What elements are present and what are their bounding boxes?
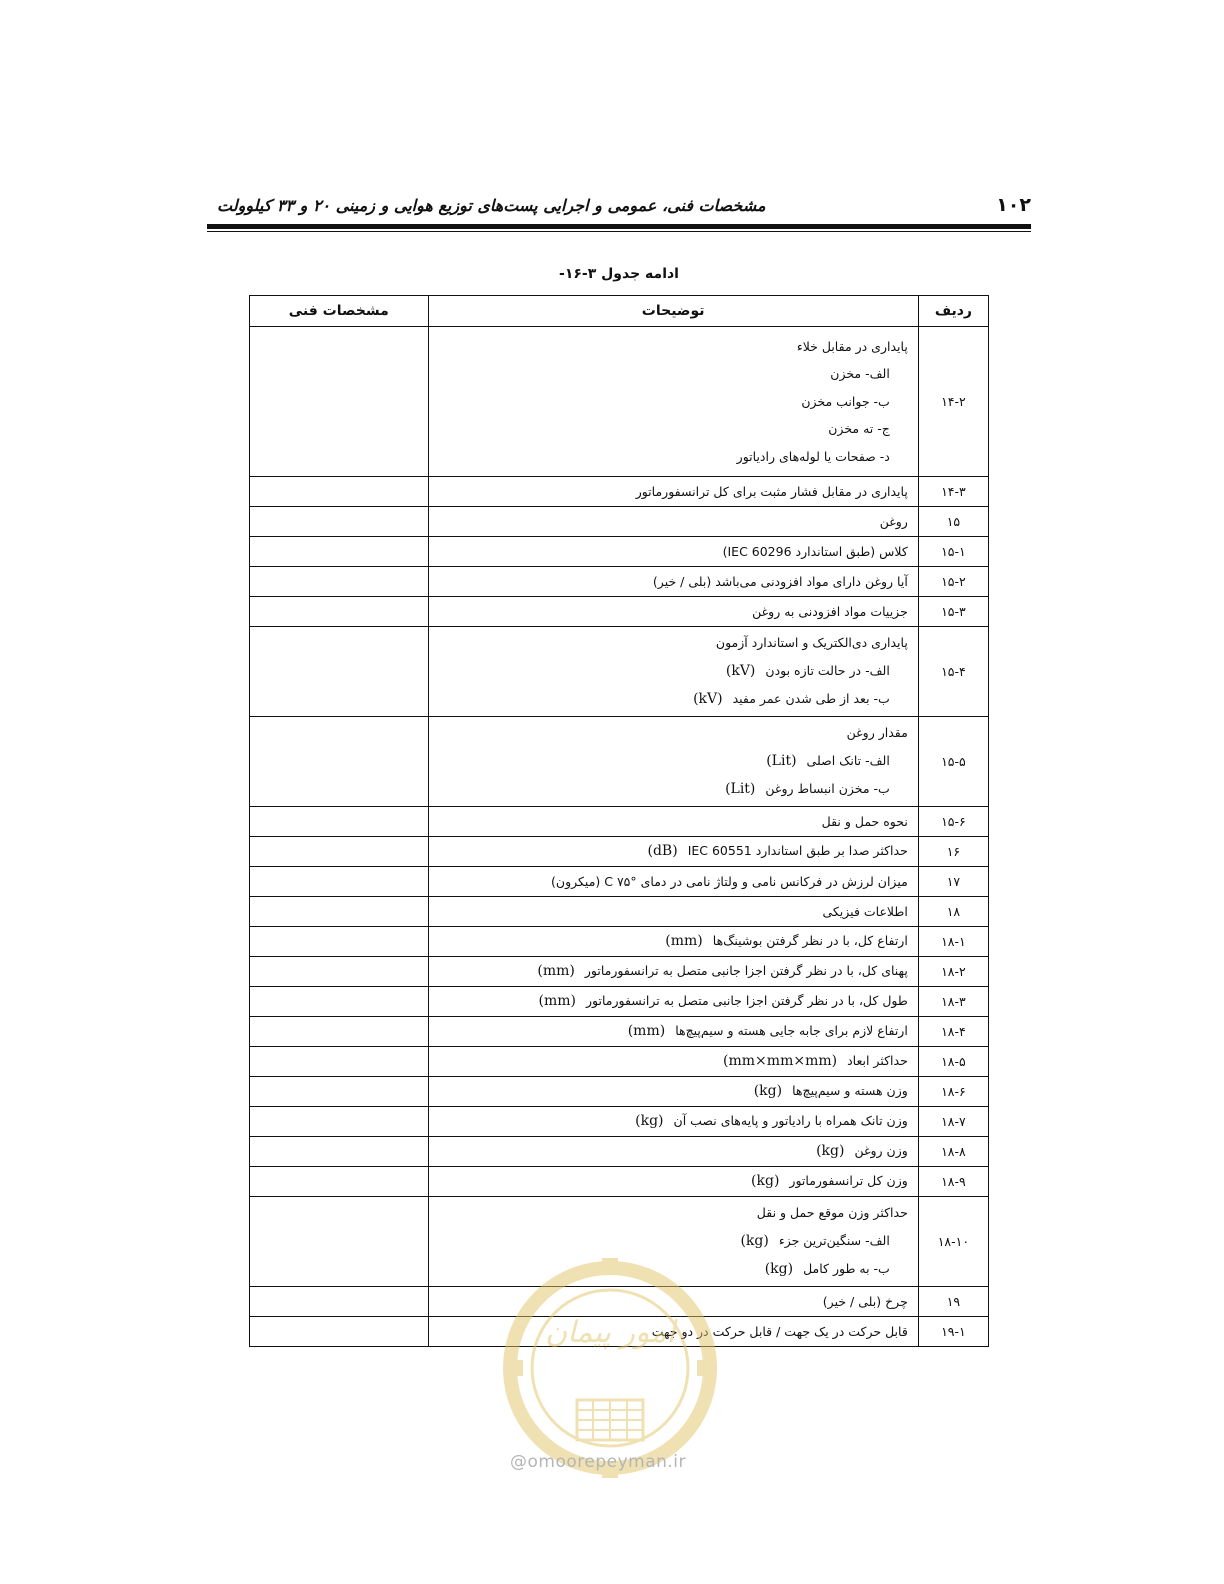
description-line — [439, 657, 908, 686]
description-line — [439, 719, 908, 747]
row-spec-value — [250, 327, 429, 477]
description-text: الف- در حالت تازه بودن — [765, 662, 890, 678]
description-text: ارتفاع لازم برای جابه جایی هسته و سیم‌پیچ‌ها — [675, 1023, 908, 1039]
row-spec-value — [250, 807, 429, 837]
description-text: جزییات مواد افزودنی به روغن — [752, 603, 908, 619]
description-line — [439, 598, 908, 626]
row-number: ۱۸-۶ — [918, 1077, 988, 1107]
row-spec-value — [250, 627, 429, 717]
description-line — [439, 1137, 908, 1166]
row-spec-value — [250, 537, 429, 567]
row-spec-value — [250, 1017, 429, 1047]
row-number: ۱۴-۳ — [918, 477, 988, 507]
description-text: روغن — [879, 513, 908, 529]
description-line — [439, 1199, 908, 1227]
page-number: ۱۰۲ — [996, 194, 1031, 216]
description-text: ب- بعد از طی شدن عمر مفید — [732, 691, 890, 707]
unit-label: (mm) — [627, 1023, 666, 1040]
row-number: ۱۵ — [918, 507, 988, 537]
description-line — [439, 1167, 908, 1196]
row-description — [428, 627, 918, 717]
row-description — [428, 1137, 918, 1167]
table-row — [250, 987, 989, 1017]
description-text: الف- تانک اصلی — [806, 752, 890, 768]
description-text: مقدار روغن — [846, 725, 908, 741]
row-description — [428, 867, 918, 897]
unit-label: (kg) — [753, 1083, 783, 1100]
unit-label: (kg) — [764, 1261, 794, 1278]
description-text: پایداری دی‌الکتریک و استاندارد آزمون — [715, 635, 908, 651]
row-spec-value — [250, 897, 429, 927]
description-line — [439, 1017, 908, 1046]
watermark-logo-text: امور پیمان — [545, 1315, 675, 1350]
description-text: میزان لرزش در فرکانس نامی و ولتاژ نامی در دمای °C ۷۵ (میکرون) — [551, 873, 908, 889]
header-num: ردیف — [918, 296, 988, 327]
row-number: ۱۸-۸ — [918, 1137, 988, 1167]
row-number: ۱۸-۵ — [918, 1047, 988, 1077]
row-spec-value — [250, 1167, 429, 1197]
description-line — [439, 898, 908, 926]
row-spec-value — [250, 1287, 429, 1317]
row-number: ۱۸-۷ — [918, 1107, 988, 1137]
unit-label: (mm) — [537, 963, 575, 980]
description-text: الف- سنگین‌ترین جزء — [778, 1232, 890, 1248]
description-text: ج- ته مخزن — [828, 421, 890, 437]
description-line — [439, 629, 908, 657]
row-description — [428, 1167, 918, 1197]
table-row — [250, 567, 989, 597]
row-description — [428, 837, 918, 867]
row-description — [428, 1047, 918, 1077]
unit-label: (mm) — [538, 993, 576, 1010]
description-line — [439, 837, 908, 866]
row-number: ۱۵-۵ — [918, 717, 988, 807]
row-description — [428, 537, 918, 567]
description-text: حداکثر وزن موقع حمل و نقل — [756, 1205, 908, 1221]
description-text: حداکثر صدا بر طبق استاندارد IEC 60551 — [687, 843, 908, 859]
description-text: وزن تانک همراه با رادیاتور و پایه‌های نصب آن — [673, 1113, 908, 1129]
row-number: ۱۵-۳ — [918, 597, 988, 627]
header-rule-thin — [207, 231, 1031, 232]
header-spec: مشخصات فنی — [250, 296, 429, 327]
description-line — [439, 443, 908, 471]
table-row — [250, 597, 989, 627]
row-spec-value — [250, 567, 429, 597]
row-description — [428, 897, 918, 927]
description-text: قابل حرکت در یک جهت / قابل حرکت در دو جهت — [651, 1323, 908, 1339]
description-text: وزن کل ترانسفورماتور — [789, 1173, 908, 1189]
row-number: ۱۵-۴ — [918, 627, 988, 717]
unit-label: (kV) — [693, 691, 723, 708]
description-line — [439, 360, 908, 388]
unit-label: (kg) — [635, 1113, 664, 1130]
row-number: ۱۸ — [918, 897, 988, 927]
row-spec-value — [250, 1077, 429, 1107]
row-spec-value — [250, 1107, 429, 1137]
row-number: ۱۵-۱ — [918, 537, 988, 567]
table-row — [250, 957, 989, 987]
row-number: ۱۸-۲ — [918, 957, 988, 987]
header-rule-thick — [207, 224, 1031, 229]
row-number: ۱۸-۱ — [918, 927, 988, 957]
table-row — [250, 1017, 989, 1047]
description-text: طول کل، با در نظر گرفتن اجزا جانبی متصل به ترانسفورماتور — [586, 993, 908, 1009]
description-line — [439, 508, 908, 536]
unit-label: (Lit) — [725, 781, 756, 798]
row-description — [428, 957, 918, 987]
table-row — [250, 627, 989, 717]
row-description — [428, 567, 918, 597]
book-title: مشخصات فنی، عمومی و اجرایی پست‌های توزیع هوایی و زمینی ۲۰ و ۳۳ کیلوولت — [217, 196, 766, 215]
row-description — [428, 1107, 918, 1137]
table-body — [250, 327, 989, 1347]
description-text: پهنای کل، با در نظر گرفتن اجزا جانبی متصل به ترانسفورماتور — [584, 963, 908, 979]
description-line — [439, 568, 908, 596]
row-spec-value — [250, 597, 429, 627]
table-row — [250, 717, 989, 807]
row-number: ۱۷ — [918, 867, 988, 897]
row-spec-value — [250, 1317, 429, 1347]
description-line — [439, 927, 908, 956]
row-description — [428, 477, 918, 507]
table-row — [250, 927, 989, 957]
description-line — [439, 775, 908, 804]
table-row — [250, 867, 989, 897]
row-spec-value — [250, 867, 429, 897]
description-line — [439, 987, 908, 1016]
row-description — [428, 507, 918, 537]
description-text: ارتفاع کل، با در نظر گرفتن بوشینگ‌ها — [712, 933, 908, 949]
description-line — [439, 747, 908, 776]
description-text: ب- مخزن انبساط روغن — [765, 781, 890, 797]
description-line — [439, 415, 908, 443]
row-description — [428, 1077, 918, 1107]
row-description — [428, 987, 918, 1017]
description-text: ب- به طور کامل — [803, 1261, 890, 1277]
description-text: حداکثر ابعاد — [847, 1053, 908, 1069]
description-line — [439, 868, 908, 896]
table-row — [250, 1047, 989, 1077]
unit-label: (kV) — [725, 662, 756, 679]
description-text: الف- مخزن — [830, 366, 890, 382]
row-number: ۱۴-۲ — [918, 327, 988, 477]
row-number: ۱۸-۹ — [918, 1167, 988, 1197]
row-spec-value — [250, 837, 429, 867]
table-row — [250, 897, 989, 927]
table-row — [250, 1167, 989, 1197]
row-description — [428, 1017, 918, 1047]
row-description — [428, 927, 918, 957]
row-number: ۱۸-۴ — [918, 1017, 988, 1047]
description-text: وزن هسته و سیم‌پیچ‌ها — [792, 1083, 908, 1099]
unit-label: (mm) — [665, 933, 703, 950]
description-line — [439, 685, 908, 714]
description-line — [439, 333, 908, 361]
row-spec-value — [250, 1197, 429, 1287]
row-spec-value — [250, 507, 429, 537]
description-line — [439, 538, 908, 566]
table-row — [250, 1137, 989, 1167]
description-line — [439, 478, 908, 506]
table-row — [250, 327, 989, 477]
row-spec-value — [250, 1137, 429, 1167]
unit-label: (kg) — [740, 1232, 769, 1249]
row-spec-value — [250, 477, 429, 507]
description-text: اطلاعات فیزیکی — [822, 903, 908, 919]
description-line — [439, 1107, 908, 1136]
row-number: ۱۸-۳ — [918, 987, 988, 1017]
watermark-text: @omoorepeyman.ir — [510, 1452, 687, 1472]
table-row — [250, 537, 989, 567]
table-row — [250, 837, 989, 867]
description-text: پایداری در مقابل خلاء — [796, 338, 908, 354]
table-row — [250, 807, 989, 837]
description-line — [439, 808, 908, 836]
description-line — [439, 957, 908, 986]
description-text: پایداری در مقابل فشار مثبت برای کل ترانسفورماتور — [635, 483, 908, 499]
table-row — [250, 1077, 989, 1107]
header-desc: توضیحات — [428, 296, 918, 327]
description-line — [439, 1077, 908, 1106]
spec-table — [249, 295, 989, 1347]
watermark-logo — [497, 1250, 723, 1480]
row-spec-value — [250, 927, 429, 957]
description-text: نحوه حمل و نقل — [821, 813, 908, 829]
row-spec-value — [250, 717, 429, 807]
description-text: کلاس (طبق استاندارد IEC 60296) — [722, 543, 908, 559]
table-row — [250, 1107, 989, 1137]
table-caption: ادامه جدول ۳-۱۶- — [559, 266, 679, 282]
description-line — [439, 1047, 908, 1076]
unit-label: (kg) — [751, 1173, 780, 1190]
table-row — [250, 507, 989, 537]
unit-label: (kg) — [816, 1143, 845, 1160]
row-description — [428, 327, 918, 477]
row-number: ۱۹ — [918, 1287, 988, 1317]
unit-label: (mm×mm×mm) — [723, 1053, 838, 1070]
description-line — [439, 388, 908, 416]
description-text: د- صفحات یا لوله‌های رادیاتور — [736, 448, 890, 464]
row-number: ۱۵-۲ — [918, 567, 988, 597]
row-spec-value — [250, 1047, 429, 1077]
row-number: ۱۹-۱ — [918, 1317, 988, 1347]
row-spec-value — [250, 987, 429, 1017]
row-description — [428, 597, 918, 627]
description-text: چرخ (بلی / خیر) — [822, 1293, 908, 1309]
row-description — [428, 807, 918, 837]
unit-label: (dB) — [647, 843, 678, 860]
row-description — [428, 717, 918, 807]
description-text: آیا روغن دارای مواد افزودنی می‌باشد (بلی / خیر) — [652, 573, 908, 589]
description-text: ب- جوانب مخزن — [801, 393, 890, 409]
row-number: ۱۵-۶ — [918, 807, 988, 837]
row-number: ۱۶ — [918, 837, 988, 867]
description-text: وزن روغن — [854, 1143, 908, 1159]
unit-label: (Lit) — [766, 752, 797, 769]
row-number: ۱۸-۱۰ — [918, 1197, 988, 1287]
table-row — [250, 477, 989, 507]
row-spec-value — [250, 957, 429, 987]
table-header-row — [250, 296, 989, 327]
